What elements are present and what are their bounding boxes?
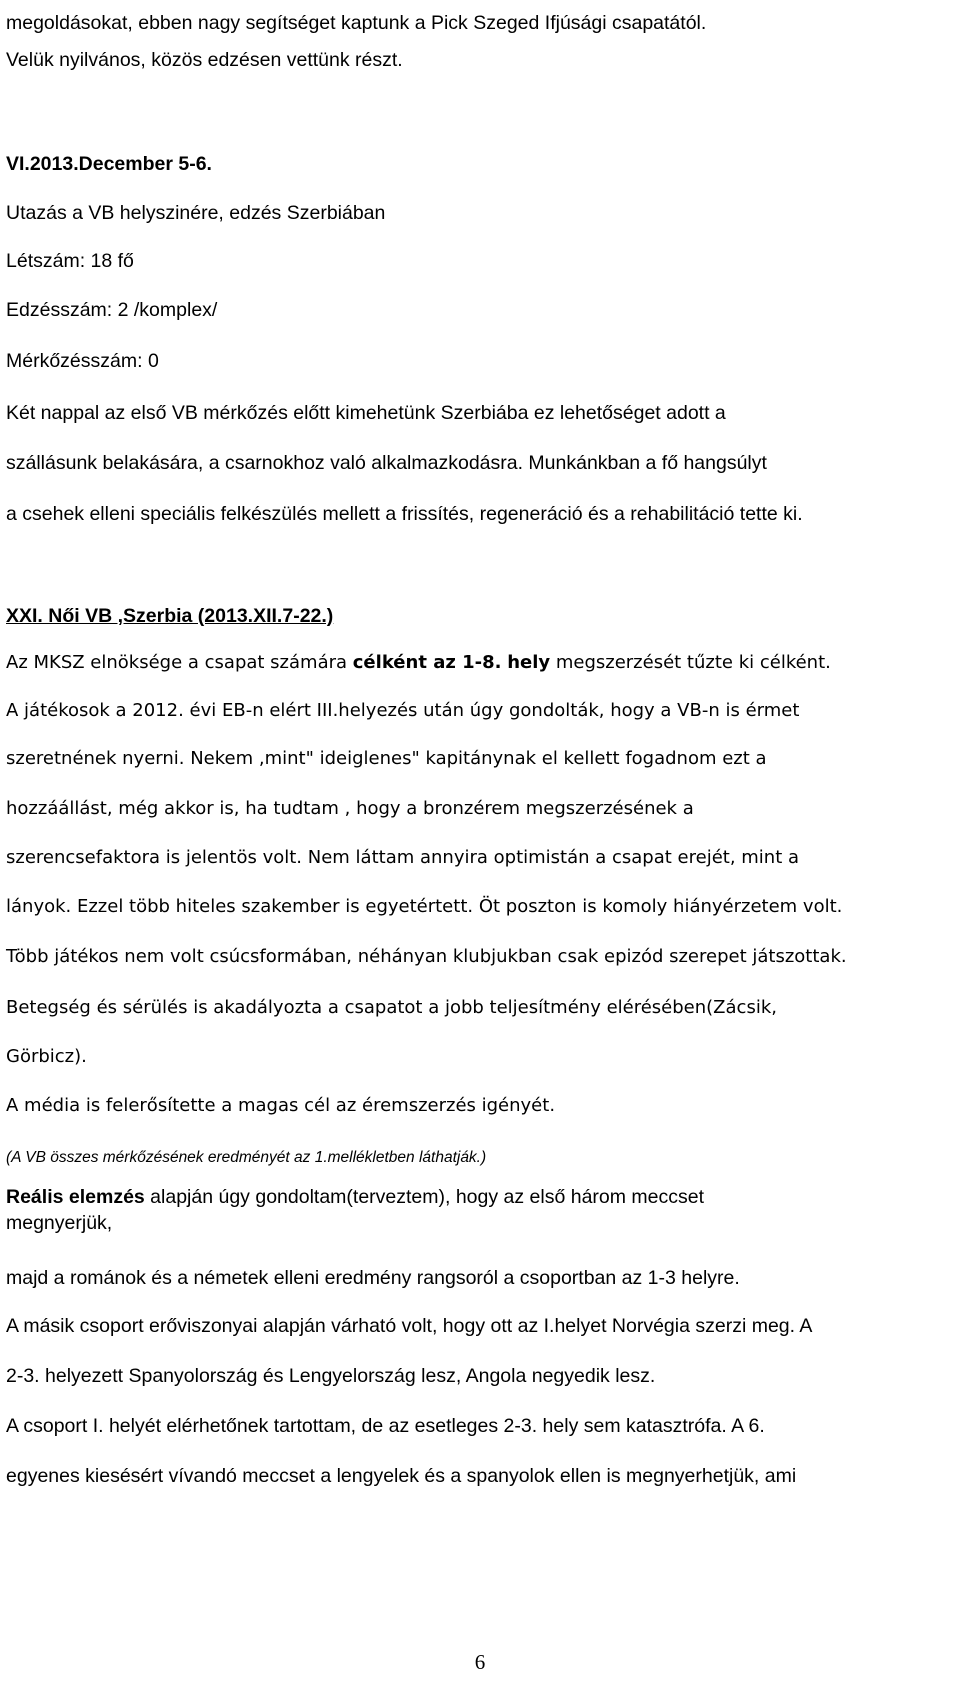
text-line: Mérkőzésszám: 0 — [6, 350, 159, 372]
text-run: Az MKSZ elnöksége a csapat számára — [6, 652, 353, 673]
text-run: alapján úgy gondoltam(terveztem), hogy az első három meccset — [144, 1186, 705, 1208]
section-heading: XXI. Női VB ,Szerbia (2013.XII.7-22.) — [6, 605, 334, 627]
text-line: A csoport I. helyét elérhetőnek tartottam, de az esetleges 2-3. hely sem katasztrófa. A 6. — [6, 1415, 765, 1437]
note-line: (A VB összes mérkőzésének eredményét az 1.mellékletben láthatják.) — [6, 1149, 487, 1166]
text-line: Két nappal az első VB mérkőzés előtt kimehetünk Szerbiába ez lehetőséget adott a — [6, 402, 726, 424]
text-run-bold: célként az 1-8. — [352, 652, 502, 673]
text-line: megoldásokat, ebben nagy segítséget kaptunk a Pick Szeged Ifjúsági csapatától. — [6, 12, 707, 34]
text-line: hozzáállást, még akkor is, ha tudtam , hogy a bronzérem megszerzésének a — [6, 798, 694, 819]
text-line: Utazás a VB helyszinére, edzés Szerbiában — [6, 202, 386, 224]
page-number: 6 — [474, 1650, 486, 1674]
text-line: Edzésszám: 2 /komplex/ — [6, 299, 218, 321]
text-line: a csehek elleni speciális felkészülés mellett a frissítés, regeneráció és a rehabilitáció tette ki. — [6, 503, 803, 525]
text-line: Betegség és sérülés is akadályozta a csapatot a jobb teljesítmény elérésében(Zácsik, — [6, 997, 777, 1018]
text-line: lányok. Ezzel több hiteles szakember is egyetértett. Öt poszton is komoly hiányérzetem volt. — [6, 896, 843, 917]
text-line: Velük nyilvános, közös edzésen vettünk részt. — [6, 49, 403, 71]
text-line: egyenes kiesésért vívandó meccset a lengyelek és a spanyolok ellen is megnyerhetjük, ami — [6, 1465, 797, 1487]
text-line: 2-3. helyezett Spanyolország és Lengyelország lesz, Angola negyedik lesz. — [6, 1365, 656, 1387]
text-run-bold: Reális elemzés — [6, 1186, 145, 1208]
text-line: szeretnének nyerni. Nekem ,mint" ideiglenes" kapitánynak el kellett fogadnom ezt a — [6, 748, 767, 769]
text-line: Görbicz). — [6, 1046, 87, 1067]
text-line — [6, 1185, 704, 1209]
section-heading: VI.2013.December 5-6. — [6, 153, 212, 175]
text-line — [6, 651, 831, 675]
text-line: megnyerjük, — [6, 1212, 113, 1234]
text-run: megszerzését tűzte ki célként. — [550, 652, 831, 673]
text-run-bold: hely — [507, 652, 551, 673]
text-line: Több játékos nem volt csúcsformában, néhányan klubjukban csak epizód szerepet játszottak. — [6, 946, 847, 967]
text-line: majd a románok és a németek elleni eredmény rangsoról a csoportban az 1-3 helyre. — [6, 1267, 740, 1289]
text-line: szerencsefaktora is jelentös volt. Nem láttam annyira optimistán a csapat erejét, mint a — [6, 847, 800, 868]
text-line: Létszám: 18 fő — [6, 250, 134, 272]
text-line: szállásunk belakására, a csarnokhoz való alkalmazkodásra. Munkánkban a fő hangsúlyt — [6, 452, 767, 474]
text-line: A másik csoport erőviszonyai alapján várható volt, hogy ott az I.helyet Norvégia szerzi meg. A — [6, 1315, 813, 1337]
text-line: A média is felerősítette a magas cél az éremszerzés igényét. — [6, 1095, 556, 1116]
text-line: A játékosok a 2012. évi EB-n elért III.helyezés után úgy gondolták, hogy a VB-n is érmet — [6, 700, 800, 721]
